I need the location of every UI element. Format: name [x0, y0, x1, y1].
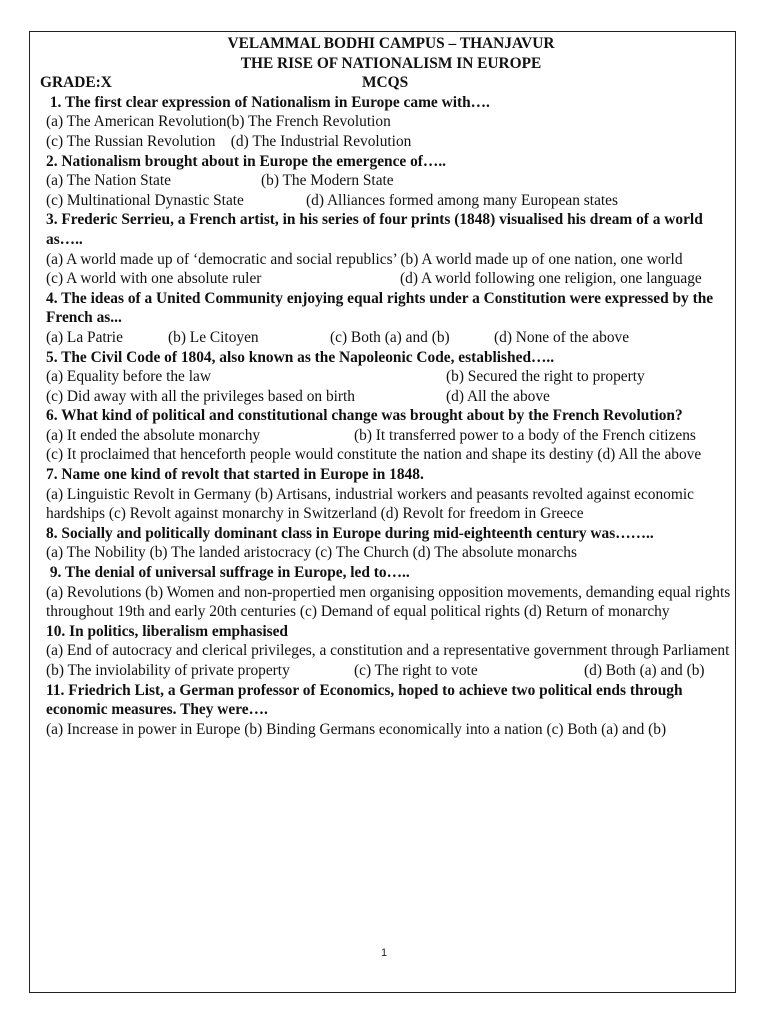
q6-options-cd: (c) It proclaimed that henceforth people would constitute the nation and shape its destiny (d) All the above [46, 446, 702, 464]
q10-options-bcd [46, 661, 736, 681]
q4-option-d: (d) None of the above [494, 328, 630, 346]
q8-options: (a) The Nobility (b) The landed aristocracy (c) The Church (d) The absolute monarchs [46, 544, 577, 562]
grade-line [40, 73, 736, 93]
q2-option-c: (c) Multinational Dynastic State [46, 191, 244, 209]
mcqs-label: MCQS [362, 74, 409, 92]
q4-option-c: (c) Both (a) and (b) [330, 328, 450, 346]
q11-options: (a) Increase in power in Europe (b) Binding Germans economically into a nation (c) Both (a) and (b) [46, 720, 667, 738]
q10-option-b: (b) The inviolability of private property [46, 662, 290, 679]
q6-option-a: (a) It ended the absolute monarchy [46, 426, 261, 444]
q2-options-line-1 [46, 171, 736, 191]
q5-options-line-1 [46, 367, 736, 387]
q5-option-b: (b) Secured the right to property [446, 368, 645, 386]
chapter-title: THE RISE OF NATIONALISM IN EUROPE [240, 54, 542, 72]
document-body [40, 34, 736, 739]
q3-options-cd [46, 269, 736, 289]
q2-option-a: (a) The Nation State [46, 172, 171, 190]
question-5: 5. The Civil Code of 1804, also known as the Napoleonic Code, established….. [46, 348, 555, 366]
q4-options [46, 328, 736, 348]
question-2: 2. Nationalism brought about in Europe the emergence of….. [46, 152, 447, 170]
q2-options-line-2 [46, 191, 736, 211]
question-1: 1. The first clear expression of Nationalism in Europe came with…. [46, 93, 490, 111]
q1-options-line-1: (a) The American Revolution(b) The French Revolution [46, 113, 391, 131]
q6-option-b: (b) It transferred power to a body of the French citizens [354, 426, 696, 444]
question-6: 6. What kind of political and constitutional change was brought about by the French Revolution? [46, 407, 683, 425]
grade-label: GRADE:X [40, 74, 112, 92]
question-8: 8. Socially and politically dominant class in Europe during mid-eighteenth century was…….. [46, 524, 654, 542]
page-number: 1 [380, 947, 388, 959]
q4-option-b: (b) Le Citoyen [168, 328, 259, 346]
q9-options: (a) Revolutions (b) Women and non-propertied men organising opposition movements, demanding equal rights throughout 19th and early 20th centuries (c) Demand of equal political rights (d) Return of monarchy [46, 583, 731, 621]
question-9: 9. The denial of universal suffrage in Europe, led to….. [46, 564, 410, 582]
q6-options-ab [46, 426, 736, 446]
question-11: 11. Friedrich List, a German professor of Economics, hoped to achieve two political ends through economic measures. They were…. [46, 681, 683, 719]
q3-options-ab: (a) A world made up of ‘democratic and social republics’ (b) A world made up of one nation, one world [46, 250, 683, 268]
q3-option-d: (d) A world following one religion, one language [400, 270, 702, 288]
q10-option-a: (a) End of autocracy and clerical privileges, a constitution and a representative government through Parliament [46, 642, 730, 660]
question-10: 10. In politics, liberalism emphasised [46, 622, 288, 640]
school-name: VELAMMAL BODHI CAMPUS – THANJAVUR [227, 35, 555, 52]
q10-option-c: (c) The right to vote [354, 662, 478, 679]
question-4: 4. The ideas of a United Community enjoying equal rights under a Constitution were expressed by the French as... [46, 289, 714, 327]
question-7: 7. Name one kind of revolt that started in Europe in 1848. [46, 466, 424, 484]
q5-option-d: (d) All the above [446, 387, 550, 405]
q2-option-d: (d) Alliances formed among many European states [306, 191, 618, 209]
q1-options-line-2: (c) The Russian Revolution (d) The Industrial Revolution [46, 132, 412, 150]
question-3: 3. Frederic Serrieu, a French artist, in his series of four prints (1848) visualised his dream of a world as….. [46, 211, 703, 248]
q5-options-line-2 [46, 387, 736, 407]
q10-option-d: (d) Both (a) and (b) [584, 662, 705, 679]
q4-option-a: (a) La Patrie [46, 328, 123, 346]
q2-option-b: (b) The Modern State [261, 172, 394, 190]
q5-option-c: (c) Did away with all the privileges based on birth [46, 387, 356, 405]
q7-options: (a) Linguistic Revolt in Germany (b) Artisans, industrial workers and peasants revolted against economic hardships (c) Revolt against monarchy in Switzerland (d) Revolt for freedom in Greece [46, 485, 694, 523]
q3-option-c: (c) A world with one absolute ruler [46, 270, 262, 288]
q5-option-a: (a) Equality before the law [46, 368, 211, 386]
